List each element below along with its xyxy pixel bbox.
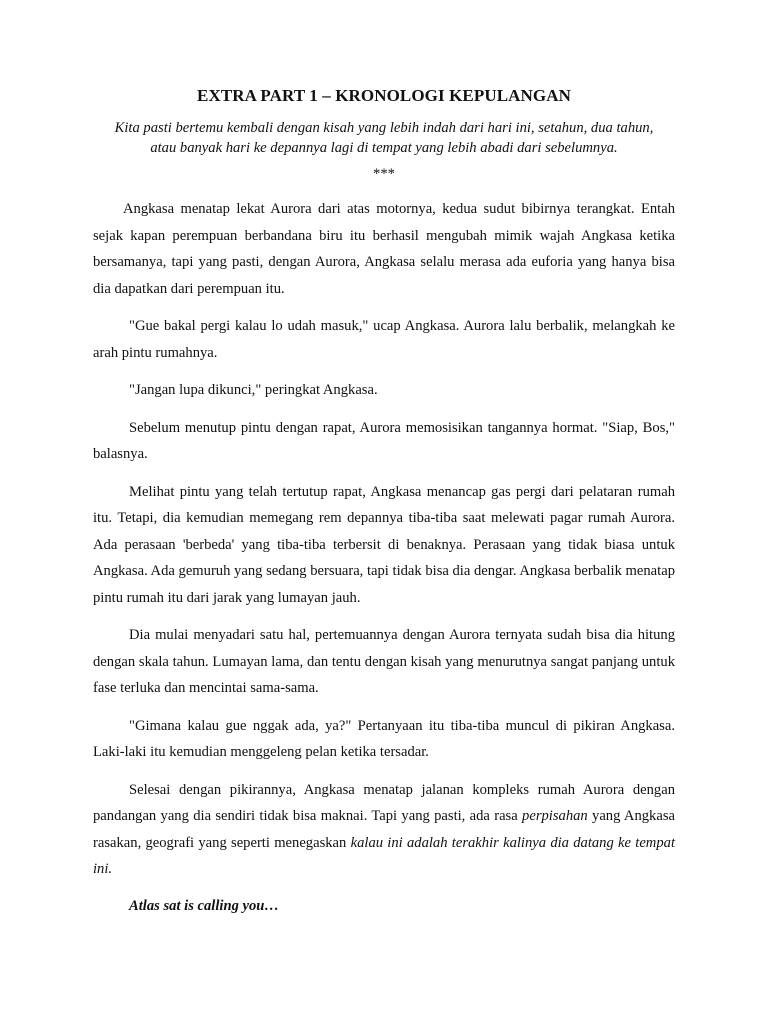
paragraph-5: Melihat pintu yang telah tertutup rapat, Angkasa menancap gas pergi dari pelataran rumah itu. Tetapi, dia kemudian memegang rem depannya tiba-tiba saat melewati pagar rumah Aurora. Ada perasaan 'berbeda' yang tiba-tiba terbersit di benaknya. Perasaan yang tidak biasa untuk Angkasa. Ada gemuruh yang sedang bersuara, tapi tidak bisa dia dengar. Angkasa berbalik menatap pintu rumah itu dari jarak yang lumayan jauh. (93, 483, 675, 606)
paragraph-8-text-b: yang Angkasa rasakan, geografi yang seperti menegaskan (93, 808, 675, 851)
paragraph-8-text-a: Selesai dengan pikirannya, Angkasa menatap jalanan kompleks rumah Aurora dengan pandangan yang dia sendiri tidak bisa maknai. Tapi yang pasti, ada rasa (93, 781, 675, 824)
paragraph-8 (93, 777, 675, 883)
chapter-title: EXTRA PART 1 – KRONOLOGI KEPULANGAN (197, 86, 571, 105)
paragraph-1: Angkasa menatap lekat Aurora dari atas motornya, kedua sudut bibirnya terangkat. Entah sejak kapan perempuan berbandana biru itu berhasil mengubah mimik wajah Angkasa ketika bersamanya, tapi yang pasti, dengan Aurora, Angkasa selalu merasa ada euforia yang hanya bisa dia dapatkan dari perempuan itu. (93, 201, 675, 297)
document-page (93, 86, 675, 918)
paragraph-3: "Jangan lupa dikunci," peringkat Angkasa. (129, 382, 378, 398)
paragraph-2: "Gue bakal pergi kalau lo udah masuk," ucap Angkasa. Aurora lalu berbalik, melangkah ke arah pintu rumahnya. (93, 318, 675, 361)
epigraph-line-1: Kita pasti bertemu kembali dengan kisah yang lebih indah dari hari ini, setahun, dua tahun, (114, 120, 654, 136)
closing-line: Atlas sat is calling you… (129, 897, 280, 914)
epigraph (93, 118, 675, 158)
epigraph-line-2: atau banyak hari ke depannya lagi di tempat yang lebih abadi dari sebelumnya. (150, 140, 618, 156)
paragraph-6: Dia mulai menyadari satu hal, pertemuannya dengan Aurora ternyata sudah bisa dia hitung dengan skala tahun. Lumayan lama, dan tentu dengan kisah yang menurutnya sangat panjang untuk fase terluka dan mencintai sama-sama. (93, 627, 675, 696)
section-separator: *** (373, 166, 395, 182)
paragraph-8-emphasis-b: kalau ini adalah terakhir kalinya dia datang ke tempat ini. (93, 834, 675, 877)
paragraph-7: "Gimana kalau gue nggak ada, ya?" Pertanyaan itu tiba-tiba muncul di pikiran Angkasa. Laki-laki itu kemudian menggeleng pelan ketika tersadar. (93, 717, 675, 760)
paragraph-4: Sebelum menutup pintu dengan rapat, Aurora memosisikan tangannya hormat. "Siap, Bos," balasnya. (93, 419, 675, 462)
paragraph-8-emphasis-a: perpisahan (522, 808, 588, 824)
